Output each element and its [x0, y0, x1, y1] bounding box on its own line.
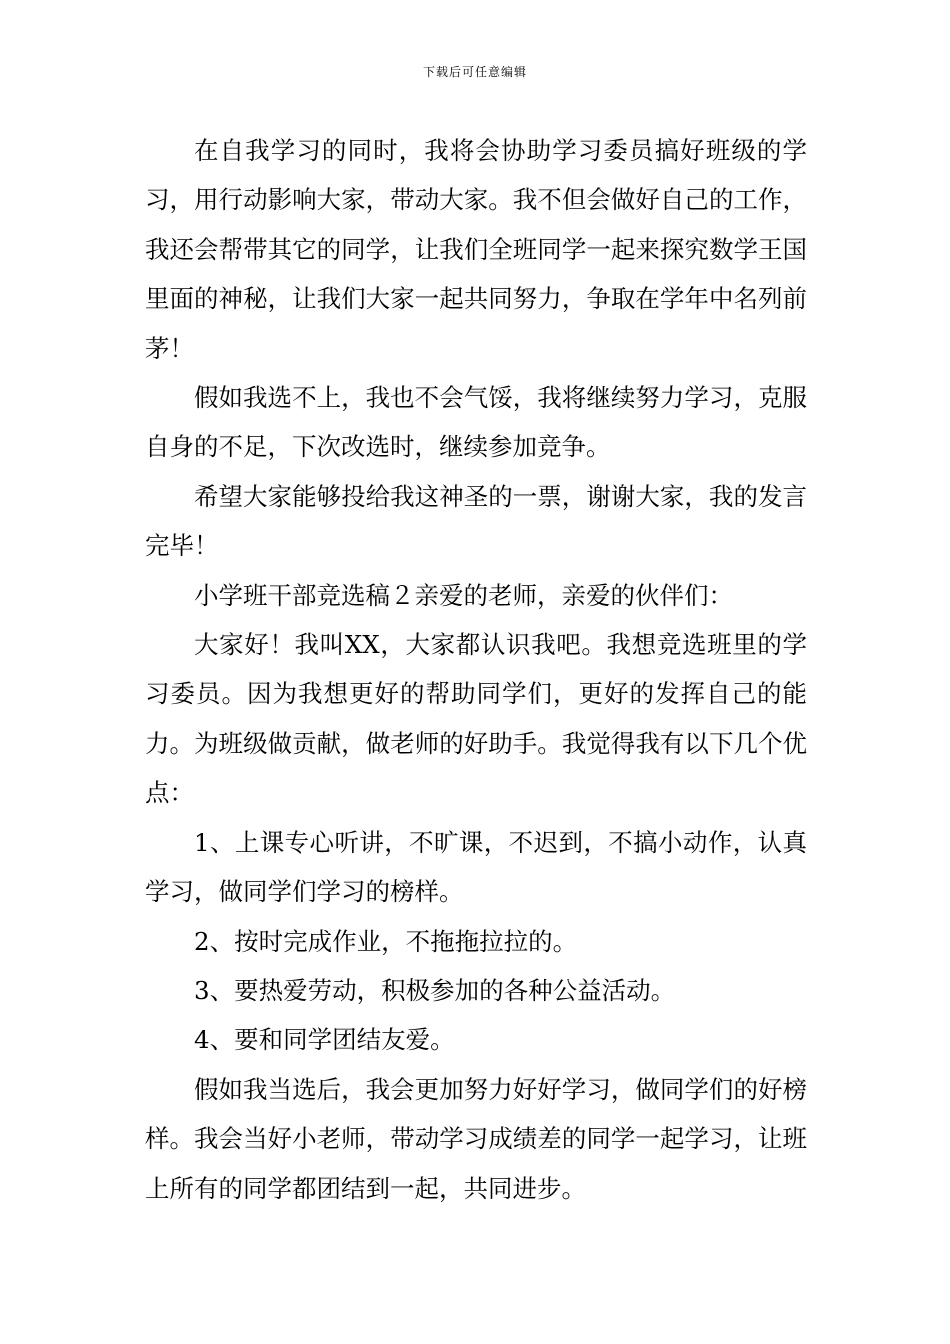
- paragraph-1: 在自我学习的同时，我将会协助学习委员搞好班级的学习，用行动影响大家，带动大家。我不但会做好自己的工作，我还会帮带其它的同学，让我们全班同学一起来探究数学王国里面的神秘，让我们大家一起共同努力，争取在学年中名列前茅！: [145, 136, 807, 363]
- document-body: [145, 126, 807, 1213]
- paragraph-6: 假如我当选后，我会更加努力好好学习，做同学们的好榜样。我会当好小老师，带动学习成绩差的同学一起学习，让班上所有的同学都团结到一起，共同进步。: [145, 1074, 807, 1203]
- paragraph-5: 大家好！我叫XX，大家都认识我吧。我想竞选班里的学习委员。因为我想更好的帮助同学们，更好的发挥自己的能力。为班级做贡献，做老师的好助手。我觉得我有以下几个优点：: [145, 630, 807, 808]
- list-item-4: 4、要和同学团结友爱。: [194, 1025, 455, 1055]
- list-item-2: 2、按时完成作业，不拖拖拉拉的。: [194, 926, 578, 956]
- paragraph-3: 希望大家能够投给我这神圣的一票，谢谢大家，我的发言完毕！: [145, 481, 807, 561]
- list-item-1: 1、上课专心听讲，不旷课，不迟到，不搞小动作，认真学习，做同学们学习的榜样。: [145, 827, 807, 907]
- list-item-3: 3、要热爱劳动，积极参加的各种公益活动。: [194, 975, 676, 1005]
- paragraph-2: 假如我选不上，我也不会气馁，我将继续努力学习，克服自身的不足，下次改选时，继续参加竞争。: [145, 383, 807, 462]
- page-header: 下载后可任意编辑: [422, 65, 527, 79]
- paragraph-4: 小学班干部竞选稿２亲爱的老师，亲爱的伙伴们：: [194, 580, 733, 610]
